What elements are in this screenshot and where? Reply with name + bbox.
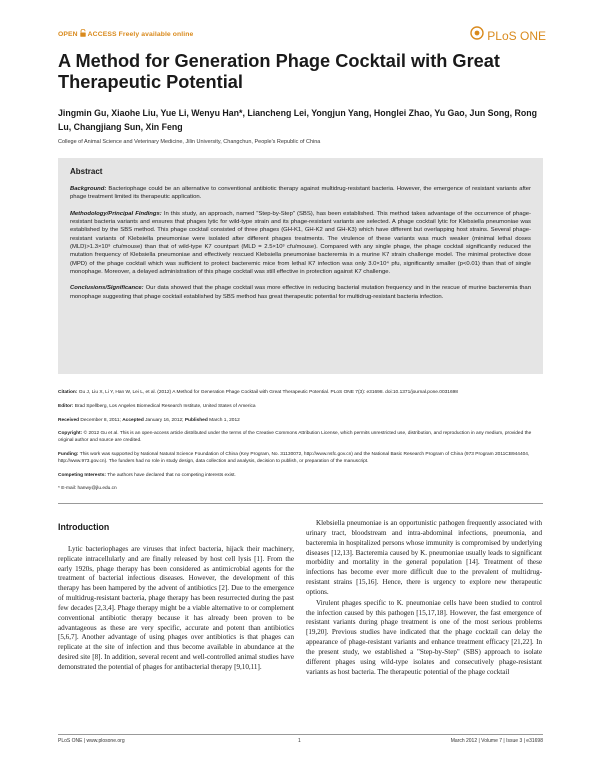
article-title: A Method for Generation Phage Cocktail with Great Therapeutic Potential <box>58 51 500 92</box>
footer-page-number: 1 <box>298 738 301 744</box>
copyright-row <box>58 431 543 445</box>
funding-label: Funding: <box>58 451 79 457</box>
conclusions-text: Our data showed that the phage cocktail was more effective in reducing bacterial mutation frequency and in the rescue of murine bacteremia than monophage suggesting that phage cocktail established by SBS method has great therapeutic potential for multidrug-resistant bacteria infection. <box>70 285 531 300</box>
copyright-text: © 2012 Gu et al. This is an open-access article distributed under the terms of the Creative Commons Attribution License, which permits unrestricted use, distribution, and reproduction in any medium, provided the original author and source are credited. <box>58 431 532 444</box>
background-text: Bacteriophage could be an alternative to conventional antibiotic therapy against multidrug-resistant bacteria. However, the emergence of resistant variants after phage treatment limited its therapeutic application. <box>70 186 531 201</box>
copyright-label: Copyright: <box>58 431 83 437</box>
background-label: Background: <box>70 186 107 192</box>
article-metadata <box>58 390 543 500</box>
footer-rule <box>58 734 543 735</box>
citation-row <box>58 390 543 397</box>
intro-paragraph-2: Klebsiella pneumoniae is an opportunistic pathogen frequently associated with urinary tract, bloodstream and intra-abdominal infections, pneumonia, and bacteremia in hospitalized persons whose immunity is compromised by underlying diseases [12,13]. Bacteremia caused by K. pneumoniae usually leads to significant morbidity and mortality in the general population [14]. Treatment of these infections has become ever more difficult due to the prevalent of multidrug-resistant strains [15,16]. Hence, there is urgency to explore new therapeutic options. <box>306 519 542 596</box>
open-access-label-2: ACCESS Freely available online <box>87 31 194 38</box>
open-access-label-1: OPEN <box>58 31 78 38</box>
received-label: Received <box>58 417 80 423</box>
funding-row <box>58 452 543 466</box>
competing-label: Competing Interests: <box>58 472 106 478</box>
editor-text: Brad Spellberg, Los Angeles Biomedical Research Institute, United States of America <box>73 403 256 409</box>
published-label: Published <box>184 417 208 423</box>
intro-paragraph-3: Virulent phages specific to K. pneumoniae cells have been studied to control the infection caused by this pathogen [15,17,18]. However, the fast emergence of resistant variants during phage treatment is one of the most serious problems [19,20]. Previous studies have indicated that the phage cocktail can delay the appearance of phage-resistant variants and enhance treatment efficacy [21,22]. In the present study, we established a "Step-by-Step" (SBS) approach to isolate different phages using wild-type isolates and consecutively phage-resistant variants as host bacteria. The therapeutic potential of the phage cocktail <box>306 598 542 676</box>
abstract-box <box>58 158 543 374</box>
accepted-date: January 16, 2012; <box>143 417 185 423</box>
footer-issue: March 2012 | Volume 7 | Issue 3 | e31698 <box>450 738 543 744</box>
methods-label: Methodology/Principal Findings: <box>70 210 162 217</box>
body-column-right <box>306 519 542 679</box>
citation-text: Gu J, Liu X, Li Y, Han W, Lei L, et al. (2012) A Method for Generation Phage Cocktail with Great Therapeutic Potential. PLoS ONE 7(3): e31698. doi:10.1371/journal.pone.0031698 <box>77 390 458 395</box>
journal-header <box>58 26 546 46</box>
conclusions-label: Conclusions/Significance: <box>70 285 144 292</box>
citation-label: Citation: <box>58 390 78 395</box>
footer-journal: PLoS ONE | www.plosone.org <box>58 738 125 744</box>
affiliation: College of Animal Science and Veterinary Medicine, Jilin University, Changchun, People's Republic of China <box>58 139 321 145</box>
methods-text: In this study, an approach, named "Step-by-Step" (SBS), has been established. This method takes advantage of the occurrence of phage-resistant bacteria variants and ensures that phages lytic for wild-type strain and its phage-resistant variants are selected. A phage cocktail lytic for Klebsiella pneumoniae was established by the SBS method. This phage cocktail consisted of three phages (GH-K1, GH-K2 and GH-K3) which have different but overlapping host strains. Several phage-resistant variants of Klebsiella pneumoniae were isolated after different phages treatments. The virulence of these variants was much weaker (minimal lethal doses (MLD)>1.3×10⁹ cfu/mouse) than that of wild-type K7 countpart (MLD = 2.5×10³ cfu/mouse). Compared with any single phage, the phage cocktail significantly reduced the mutation frequency of Klebsiella pneumoniae and effectively rescued Klebsiella pneumoniae bacteremia in a murine K7 strain challenge model. The minimal protective dose (MPD) of the phage cocktail which was sufficient to protect bacteremic mice from lethal K7 infection was only 3.0×10⁴ pfu, significantly smaller (p<0.01) than that of single monophage. Moreover, a delayed administration of this phage cocktail was still effective in protection against K7 challenge. <box>70 210 532 276</box>
received-date: December 8, 2011; <box>79 417 123 423</box>
section-divider <box>58 503 543 504</box>
published-date: March 1, 2012 <box>207 417 240 423</box>
intro-paragraph-1: Lytic bacteriophages are viruses that infect bacteria, hijack their machinery, replicate intracellularly and are finally released by host cell lysis [1]. From the early 1920s, phage therapy has been considered as antimicrobial agents for the treatment of bacterial infectious diseases. However, the development of this therapy has been hampered by the advent of antibiotics [2]. Due to the emergence of multidrug-resistant bacteria, phage therapy has been resurrected during the past few decades [2,3,4]. Phage therapy might be a viable alternative to or complement conventional antibiotic therapy because it has already been proven to be advantageous as these are very specific, accurate and potent than antibiotics [5,6,7]. Another advantage of using phages over antibiotics is that phages can replicate at the site of infection and thus become available in abundance at the desired site [8]. In addition, several recent and well-controlled animal studies have demonstrated the potential of phages for antibacterial therapy [9,10,11]. <box>58 544 294 671</box>
brand-name: PLoS ONE <box>487 28 546 43</box>
journal-brand <box>470 26 546 45</box>
body-column-left <box>58 517 294 674</box>
competing-row <box>58 473 543 480</box>
dates-row <box>58 418 543 425</box>
abstract-methods <box>70 210 531 277</box>
funding-text: This work was supported by National Natural Science Foundation of China (Key Program, No. 31130072, http://www.nsfc.gov.cn) and the National Basic Research Program of China (973 Program 2011CB944404, http://www.973.gov.cn). The funders had no role in study design, data collection and analysis, decision to publish, or preparation of the manuscript. <box>58 451 530 464</box>
editor-label: Editor: <box>58 403 74 409</box>
accepted-label: Accepted <box>122 417 144 423</box>
open-access-banner <box>58 29 193 39</box>
author-list: Jingmin Gu, Xiaohe Liu, Yue Li, Wenyu Han*, Liancheng Lei, Yongjun Yang, Honglei Zhao, Yu Gao, Jun Song, Rong Lu, Changjiang Sun, Xin Feng <box>58 108 537 132</box>
introduction-heading: Introduction <box>58 522 110 532</box>
email-row: * E-mail: hanwy@jlu.edu.cn <box>58 486 117 492</box>
competing-text: The authors have declared that no competing interests exist. <box>105 472 236 478</box>
abstract-background <box>70 185 531 202</box>
open-lock-icon <box>80 29 86 39</box>
editor-row <box>58 404 543 411</box>
plos-logo-icon <box>470 26 484 45</box>
abstract-conclusions <box>70 284 531 301</box>
abstract-heading: Abstract <box>70 167 103 176</box>
